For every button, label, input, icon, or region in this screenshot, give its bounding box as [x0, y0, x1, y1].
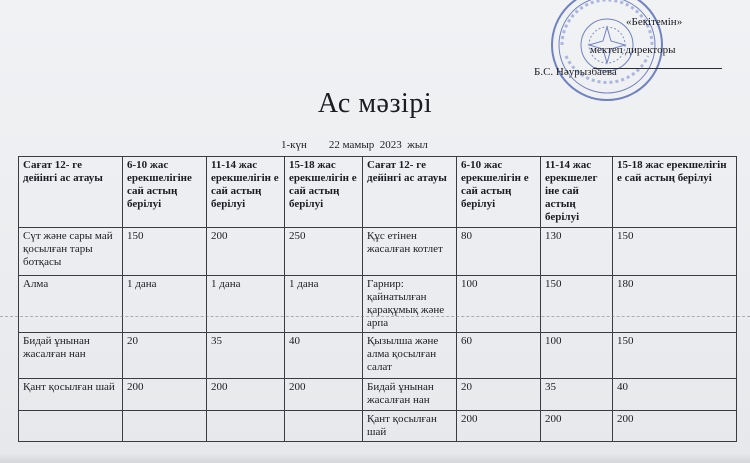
table-cell: 60 [457, 333, 541, 379]
table-cell: 20 [123, 333, 207, 379]
paper-shadow [0, 453, 750, 463]
table-cell: 200 [207, 379, 285, 411]
table-cell: 100 [541, 333, 613, 379]
table-cell: Алма [19, 276, 123, 333]
header-cell: 15-18 жас ерекшелігін е сай астың берілуі [613, 157, 737, 228]
header-cell: 15-18 жас ерекшелігін е сай астың берілуі [285, 157, 363, 228]
table-cell: Бидай ұнынан жасалған нан [19, 333, 123, 379]
table-cell: Сүт және сары май қосылған тары ботқасы [19, 228, 123, 276]
table-cell: Қант қосылған шай [19, 379, 123, 411]
approval-title: «Бекітемін» [626, 16, 683, 28]
approval-block [530, 10, 740, 90]
table-row [19, 333, 737, 379]
table-row [19, 276, 737, 333]
table-row [19, 228, 737, 276]
header-cell: 6-10 жас ерекшелігін е сай астың берілуі [457, 157, 541, 228]
table-cell: 100 [457, 276, 541, 333]
table-header-row [19, 157, 737, 228]
table-cell [123, 411, 207, 442]
table-cell: 200 [285, 379, 363, 411]
table-cell: 40 [613, 379, 737, 411]
table-cell [285, 411, 363, 442]
header-cell: 6-10 жас ерекшелігіне сай астың берілуі [123, 157, 207, 228]
table-cell: Қант қосылған шай [363, 411, 457, 442]
header-cell: Сағат 12- ге дейінгі ас атауы [19, 157, 123, 228]
approval-role: мектеп директоры [590, 44, 676, 56]
table-row [19, 379, 737, 411]
table-cell: 250 [285, 228, 363, 276]
paper-fold-line [0, 316, 750, 317]
table-cell [19, 411, 123, 442]
table-cell: 40 [285, 333, 363, 379]
table-cell: 180 [613, 276, 737, 333]
table-cell: 1 дана [207, 276, 285, 333]
day-label: 1-күн [281, 139, 307, 151]
table-cell [207, 411, 285, 442]
table-cell: 150 [541, 276, 613, 333]
table-cell: 200 [541, 411, 613, 442]
menu-table [18, 156, 737, 442]
table-cell: 200 [207, 228, 285, 276]
table-cell: Бидай ұнынан жасалған нан [363, 379, 457, 411]
document-subtitle [281, 139, 450, 151]
table-cell: 150 [613, 228, 737, 276]
table-cell: 130 [541, 228, 613, 276]
header-cell: Сағат 12- ге дейінгі ас атауы [363, 157, 457, 228]
table-cell: Қызылша және алма қосылған салат [363, 333, 457, 379]
table-cell: Гарнир: қайнатылған қарақұмық және арпа [363, 276, 457, 333]
table-cell: 150 [123, 228, 207, 276]
date-label: 22 мамыр 2023 жыл [328, 139, 428, 151]
table-cell: 1 дана [285, 276, 363, 333]
table-cell: 150 [613, 333, 737, 379]
header-cell: 11-14 жас ерекшелег іне сай астың берілуі [541, 157, 613, 228]
header-cell: 11-14 жас ерекшелігін е сай астың берілуі [207, 157, 285, 228]
table-cell: 1 дана [123, 276, 207, 333]
table-cell: 200 [457, 411, 541, 442]
page-title: Ас мәзірі [317, 88, 433, 119]
table-row [19, 411, 737, 442]
table-cell: 200 [613, 411, 737, 442]
table-cell: 35 [207, 333, 285, 379]
table-cell: 20 [457, 379, 541, 411]
approval-name: Б.С. Нәурызбаева [534, 66, 617, 78]
table-cell: Құс етінен жасалған котлет [363, 228, 457, 276]
table-cell: 35 [541, 379, 613, 411]
table-cell: 80 [457, 228, 541, 276]
table-cell: 200 [123, 379, 207, 411]
